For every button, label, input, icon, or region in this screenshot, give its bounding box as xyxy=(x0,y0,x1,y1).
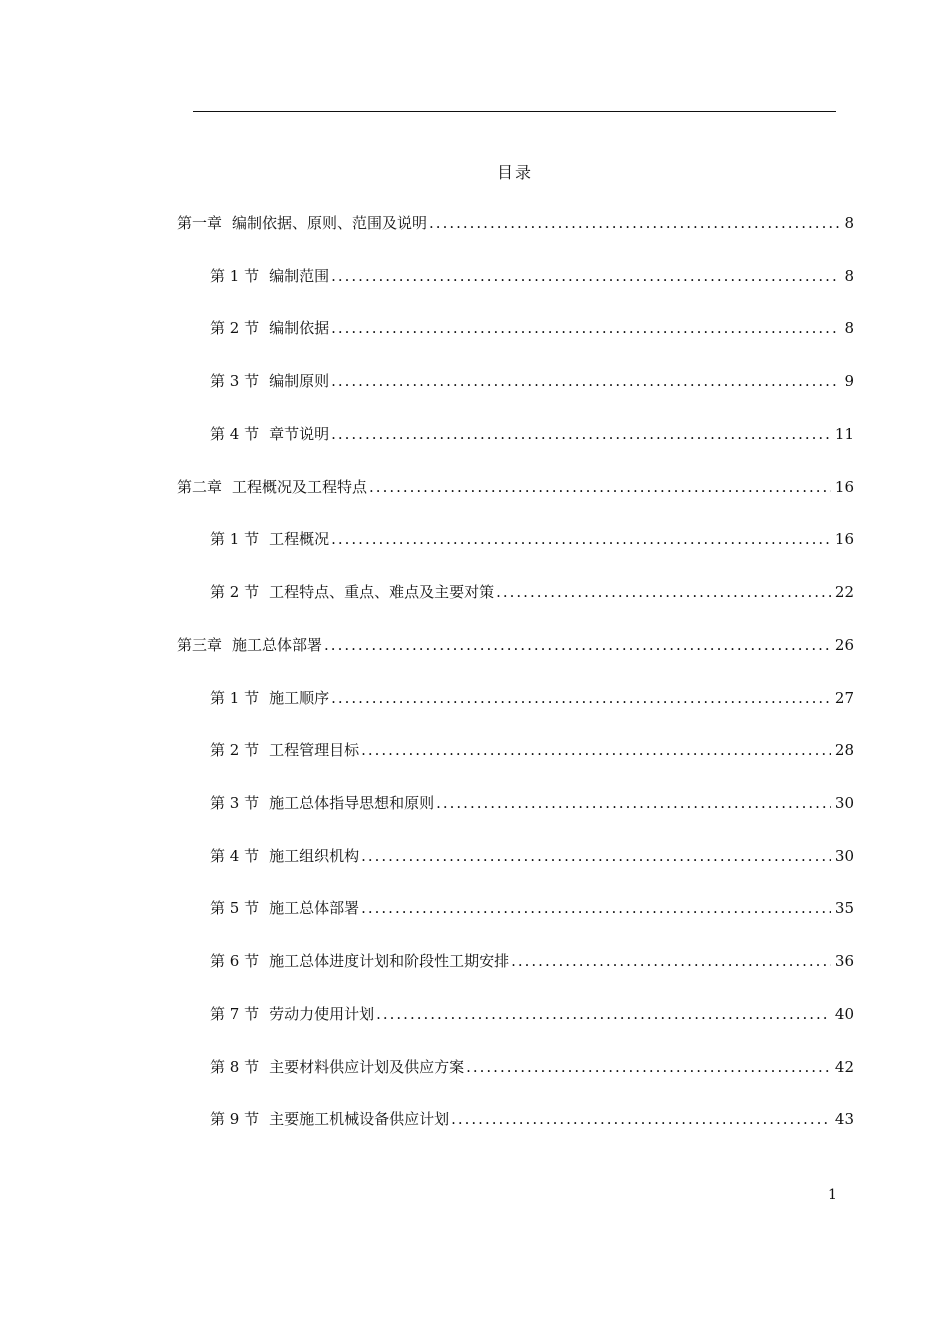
toc-entry-title: 施工组织机构 xyxy=(269,847,360,865)
toc-entry[interactable] xyxy=(210,581,854,603)
toc-entry-title: 工程概况 xyxy=(269,530,330,548)
toc-entry-number: 第 2 节 xyxy=(210,319,260,337)
toc-entry-title: 编制依据、原则、范围及说明 xyxy=(232,214,428,232)
header-rule xyxy=(193,111,836,112)
toc-entry-page: 8 xyxy=(844,214,854,232)
toc-leader-dots xyxy=(331,423,831,445)
toc-entry-title: 编制原则 xyxy=(269,372,330,390)
toc-entry-page: 26 xyxy=(834,636,854,654)
toc-entry[interactable] xyxy=(210,687,854,709)
toc-entry-number: 第二章 xyxy=(177,478,223,496)
toc-entry-title: 工程概况及工程特点 xyxy=(232,478,368,496)
toc-entry-number: 第 1 节 xyxy=(210,530,260,548)
toc-leader-dots xyxy=(466,1056,831,1078)
toc-entry-page: 8 xyxy=(844,319,854,337)
toc-entry-number: 第 8 节 xyxy=(210,1058,260,1076)
toc-entry-title: 编制范围 xyxy=(269,267,330,285)
toc-entry-number: 第 9 节 xyxy=(210,1110,260,1128)
toc-entry[interactable] xyxy=(210,265,854,287)
toc-entry-page: 40 xyxy=(834,1005,854,1023)
toc-entry-page: 16 xyxy=(834,478,854,496)
toc-entry-title: 主要施工机械设备供应计划 xyxy=(269,1110,450,1128)
toc-leader-dots xyxy=(361,739,831,761)
toc-leader-dots xyxy=(324,634,831,656)
toc-entry-title: 施工总体指导思想和原则 xyxy=(269,794,435,812)
toc-entry-number: 第 2 节 xyxy=(210,583,260,601)
toc-leader-dots xyxy=(429,212,840,234)
toc-entry[interactable] xyxy=(210,950,854,972)
toc-entry-number: 第 1 节 xyxy=(210,689,260,707)
toc-entry[interactable] xyxy=(210,897,854,919)
toc-entry-number: 第三章 xyxy=(177,636,223,654)
toc-entry-page: 11 xyxy=(834,425,854,443)
toc-entry-number: 第 1 节 xyxy=(210,267,260,285)
toc-entry-page: 30 xyxy=(834,847,854,865)
toc-leader-dots xyxy=(331,528,831,550)
toc-entry-title: 施工顺序 xyxy=(269,689,330,707)
toc-entry[interactable] xyxy=(210,739,854,761)
toc-entry-number: 第 4 节 xyxy=(210,847,260,865)
toc-entry-page: 27 xyxy=(834,689,854,707)
toc-entry[interactable] xyxy=(177,476,854,498)
toc-entry-title: 施工总体部署 xyxy=(269,899,360,917)
toc-entry-number: 第一章 xyxy=(177,214,223,232)
toc-entry-number: 第 3 节 xyxy=(210,794,260,812)
toc-entry-number: 第 4 节 xyxy=(210,425,260,443)
toc-entry-page: 35 xyxy=(834,899,854,917)
toc-entry[interactable] xyxy=(210,1056,854,1078)
toc-leader-dots xyxy=(331,687,831,709)
toc-entry[interactable] xyxy=(210,317,854,339)
toc-leader-dots xyxy=(376,1003,831,1025)
page-title: 目录 xyxy=(496,163,533,182)
toc-entry[interactable] xyxy=(210,792,854,814)
toc-entry[interactable] xyxy=(177,634,854,656)
toc-entry[interactable] xyxy=(210,1003,854,1025)
toc-entry-title: 主要材料供应计划及供应方案 xyxy=(269,1058,465,1076)
toc-entry-page: 8 xyxy=(844,267,854,285)
toc-entry-title: 施工总体进度计划和阶段性工期安排 xyxy=(269,952,510,970)
toc-leader-dots xyxy=(369,476,831,498)
toc-leader-dots xyxy=(361,897,831,919)
toc-entry-page: 22 xyxy=(834,583,854,601)
toc-leader-dots xyxy=(511,950,831,972)
toc-entry-page: 36 xyxy=(834,952,854,970)
toc-entry[interactable] xyxy=(210,1108,854,1130)
toc-leader-dots xyxy=(451,1108,831,1130)
toc-leader-dots xyxy=(361,845,831,867)
toc-leader-dots xyxy=(331,265,840,287)
toc-entry[interactable] xyxy=(177,212,854,234)
toc-entry[interactable] xyxy=(210,528,854,550)
toc-leader-dots xyxy=(331,317,840,339)
toc-entry-page: 30 xyxy=(834,794,854,812)
toc-entry-title: 工程管理目标 xyxy=(269,741,360,759)
toc-entry-number: 第 5 节 xyxy=(210,899,260,917)
toc-entry-number: 第 3 节 xyxy=(210,372,260,390)
toc-entry-title: 章节说明 xyxy=(269,425,330,443)
toc-entry-page: 9 xyxy=(844,372,854,390)
toc-entry[interactable] xyxy=(210,845,854,867)
toc-entry-number: 第 7 节 xyxy=(210,1005,260,1023)
toc-entry-page: 28 xyxy=(834,741,854,759)
toc-leader-dots xyxy=(436,792,831,814)
toc-entry-page: 43 xyxy=(834,1110,854,1128)
toc-entry-title: 工程特点、重点、难点及主要对策 xyxy=(269,583,495,601)
page-number: 1 xyxy=(828,1187,837,1203)
toc-entry-number: 第 2 节 xyxy=(210,741,260,759)
toc-leader-dots xyxy=(331,370,840,392)
toc-entry-page: 42 xyxy=(834,1058,854,1076)
toc-entry-page: 16 xyxy=(834,530,854,548)
toc-entry-title: 劳动力使用计划 xyxy=(269,1005,375,1023)
toc-entry-title: 编制依据 xyxy=(269,319,330,337)
toc-entry-title: 施工总体部署 xyxy=(232,636,323,654)
toc-entry-number: 第 6 节 xyxy=(210,952,260,970)
toc-leader-dots xyxy=(496,581,831,603)
toc-entry[interactable] xyxy=(210,370,854,392)
toc-entry[interactable] xyxy=(210,423,854,445)
